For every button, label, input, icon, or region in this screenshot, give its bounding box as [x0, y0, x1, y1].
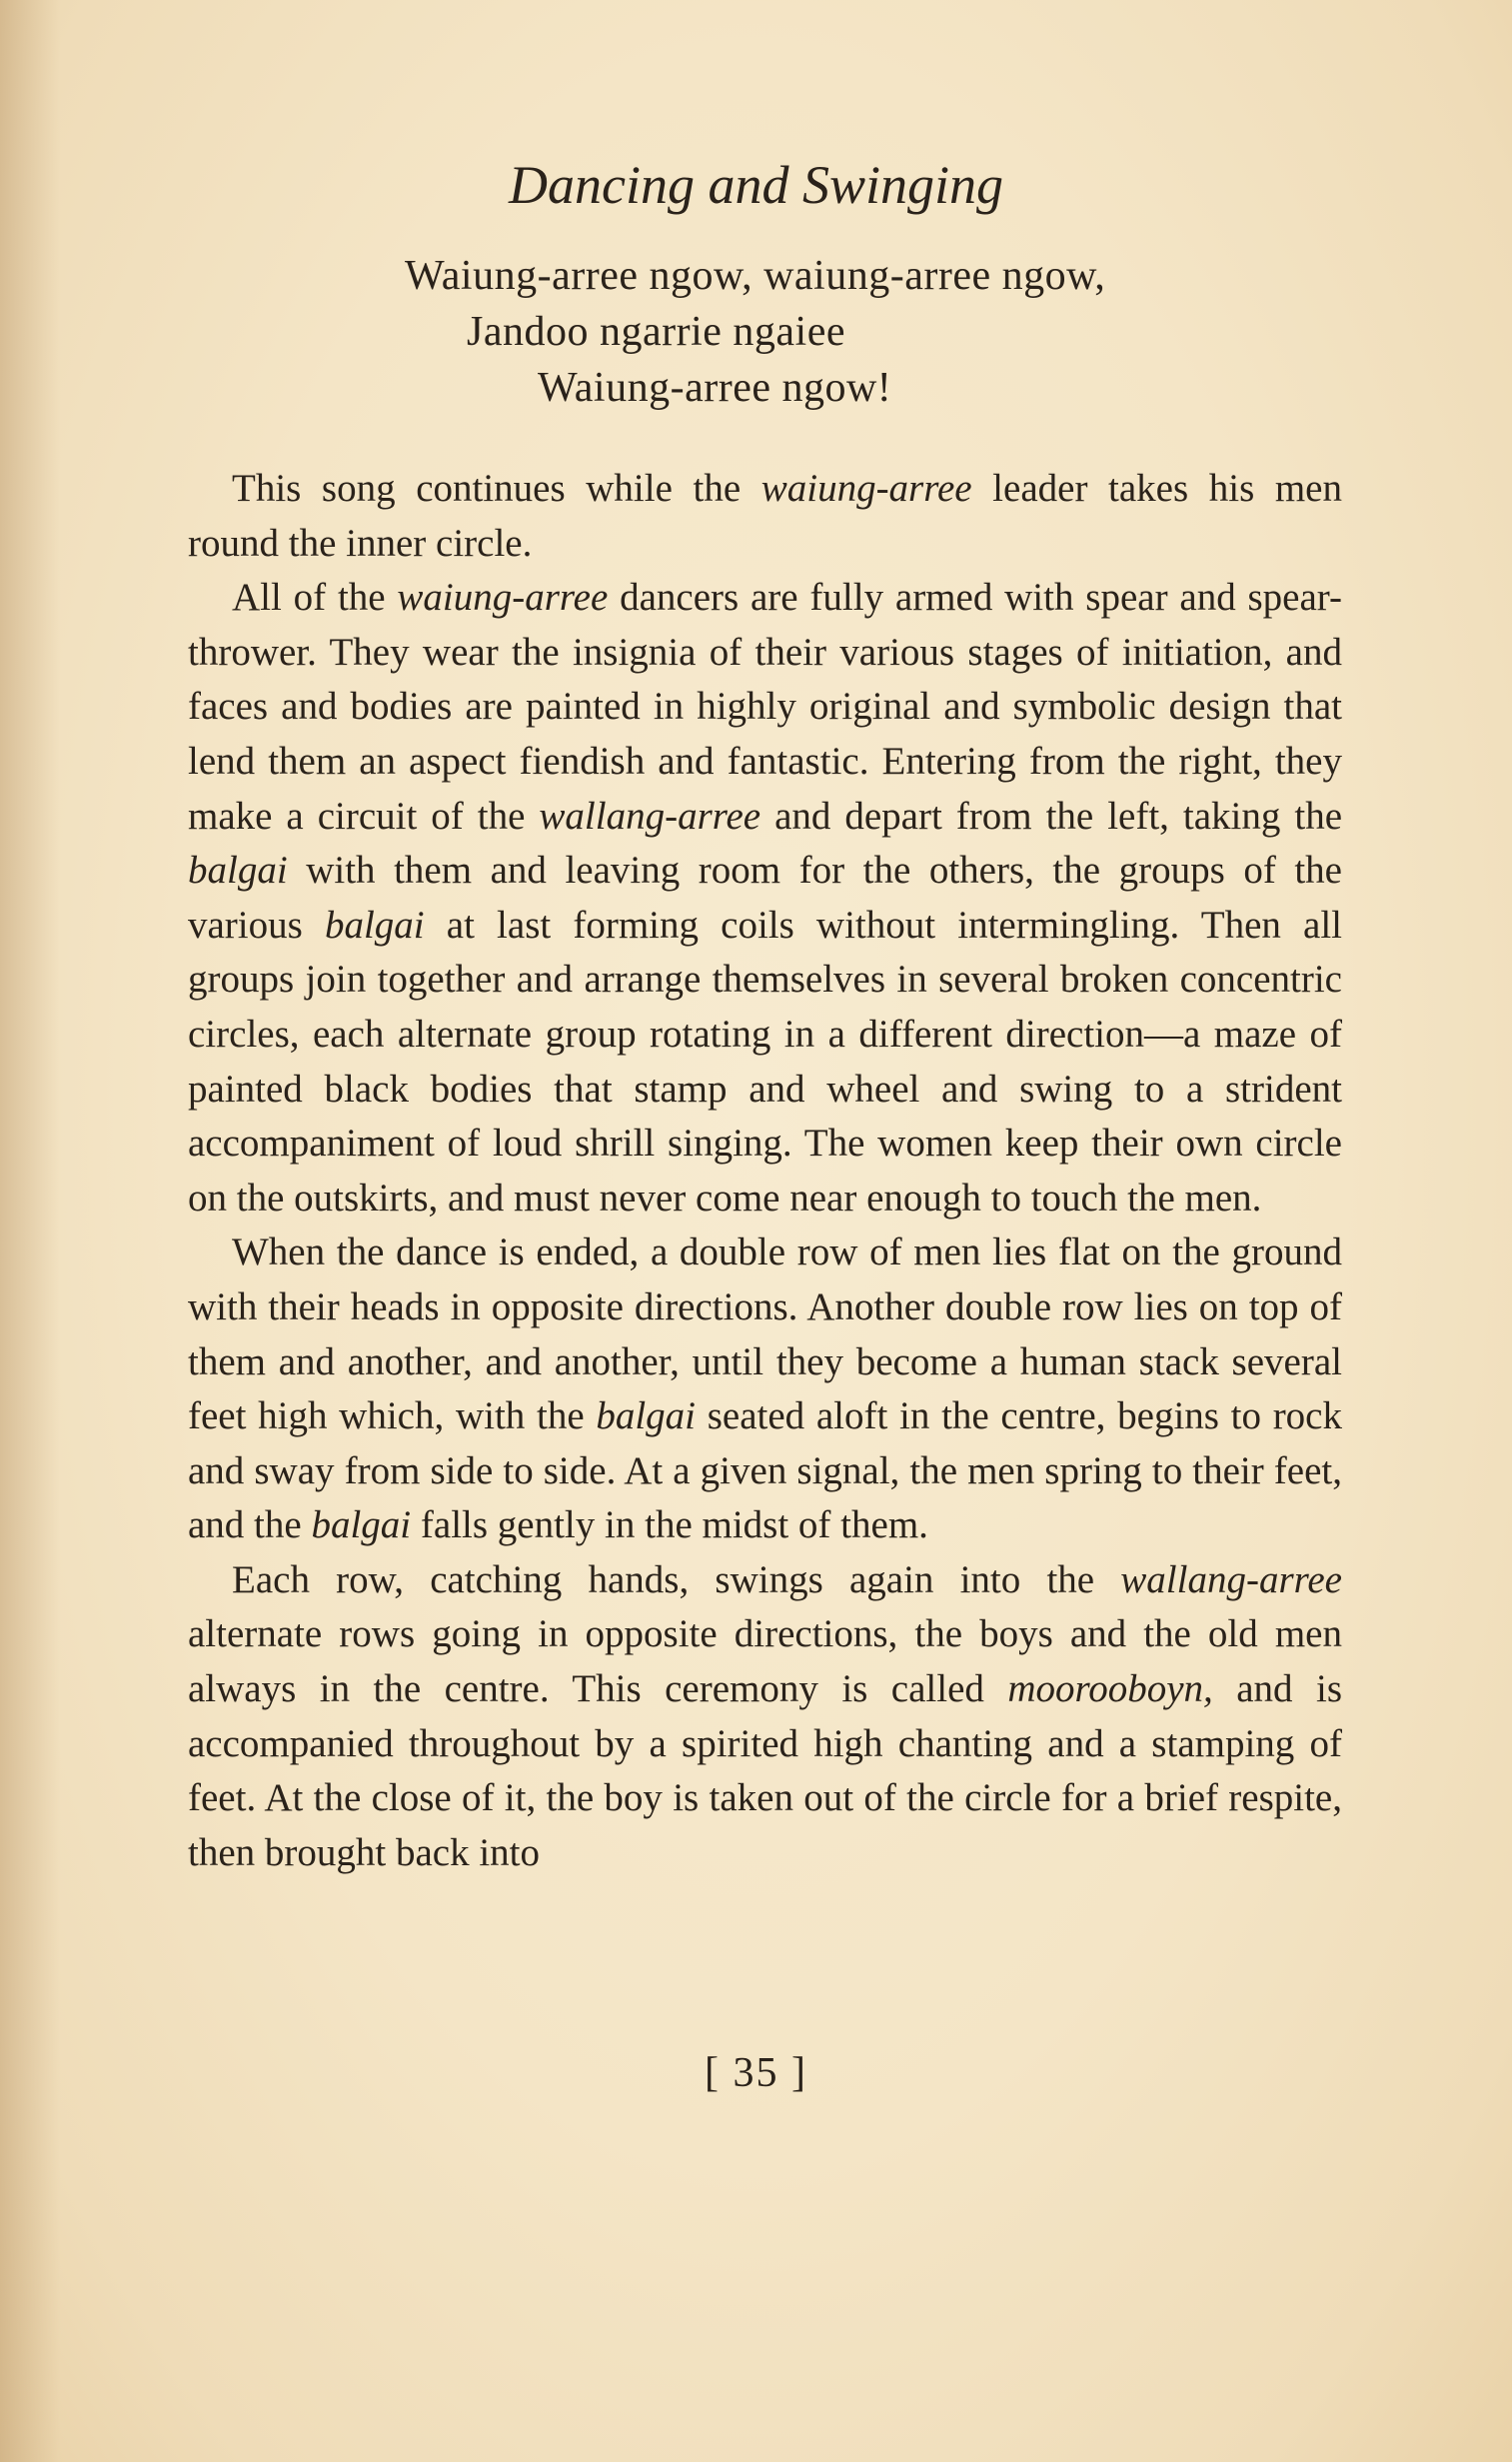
text-run: This song continues while the: [232, 467, 761, 510]
text-run: Each row, catching hands, swings again into the: [232, 1557, 1121, 1601]
paragraph: [188, 1553, 1342, 1881]
verse-line: Waiung-arree ngow, waiung-arree ngow,: [405, 253, 1106, 299]
italic-term: balgai: [324, 903, 425, 947]
text-run: with them and leaving room for the others, the groups of the various: [188, 849, 1342, 947]
italic-term: wallang-arree: [539, 794, 761, 838]
text-run: and depart from the left, taking the: [760, 794, 1342, 838]
paragraph: [188, 1226, 1342, 1553]
paragraph: [188, 571, 1342, 1226]
running-head: Dancing and Swinging: [509, 155, 1003, 215]
text-run: When the dance is ended, a double row of men lies flat on the ground with their heads in opposite directions. Another double row lies on top of them and another, and another, until they become a human stack several feet high which, with the: [188, 1231, 1342, 1438]
italic-term: wallang-arree: [1120, 1557, 1342, 1601]
body-text: [188, 462, 1342, 1880]
text-run: dancers are fully armed with spear and spear-thrower. They wear the insignia of their various stages of initiation, and faces and bodies are painted in highly original and symbolic design that lend them an aspect fiendish and fantastic. Entering from the right, they make a circuit of the: [188, 576, 1342, 838]
page-number: [ 35 ]: [705, 2050, 807, 2096]
italic-term: balgai: [188, 849, 288, 893]
text-run: at last forming coils without intermingling. Then all groups join together and arrange themselves in several broken concentric circles, each alternate group rotating in a different direction—a maze of painted black bodies that stamp and wheel and swing to a strident accompaniment of loud shrill singing. The women keep their own circle on the outskirts, and must never come near enough to touch the men.: [188, 903, 1342, 1220]
italic-term: balgai: [596, 1394, 697, 1438]
text-run: falls gently in the midst of them.: [411, 1503, 928, 1547]
italic-term: waiung-arree: [397, 576, 609, 620]
verse-line: Waiung-arree ngow!: [538, 365, 892, 411]
text-run: leader takes his men round the inner circle.: [188, 467, 1342, 565]
italic-term: waiung-arree: [760, 467, 972, 510]
paragraph: [188, 462, 1342, 571]
verse-line: Jandoo ngarrie ngaiee: [467, 309, 846, 355]
text-run: alternate rows going in opposite directions, the boys and the old men always in the centre. This ceremony is called: [188, 1612, 1342, 1711]
text-run: seated aloft in the centre, begins to rock and sway from side to side. At a given signal, the men spring to their feet, and the: [188, 1394, 1342, 1547]
italic-term: moorooboyn,: [1007, 1667, 1213, 1711]
italic-term: balgai: [311, 1503, 412, 1547]
text-run: and is accompanied throughout by a spirited high chanting and a stamping of feet. At the close of it, the boy is taken out of the circle for a brief respite, then brought back into: [188, 1667, 1343, 1874]
text-run: All of the: [232, 576, 398, 620]
